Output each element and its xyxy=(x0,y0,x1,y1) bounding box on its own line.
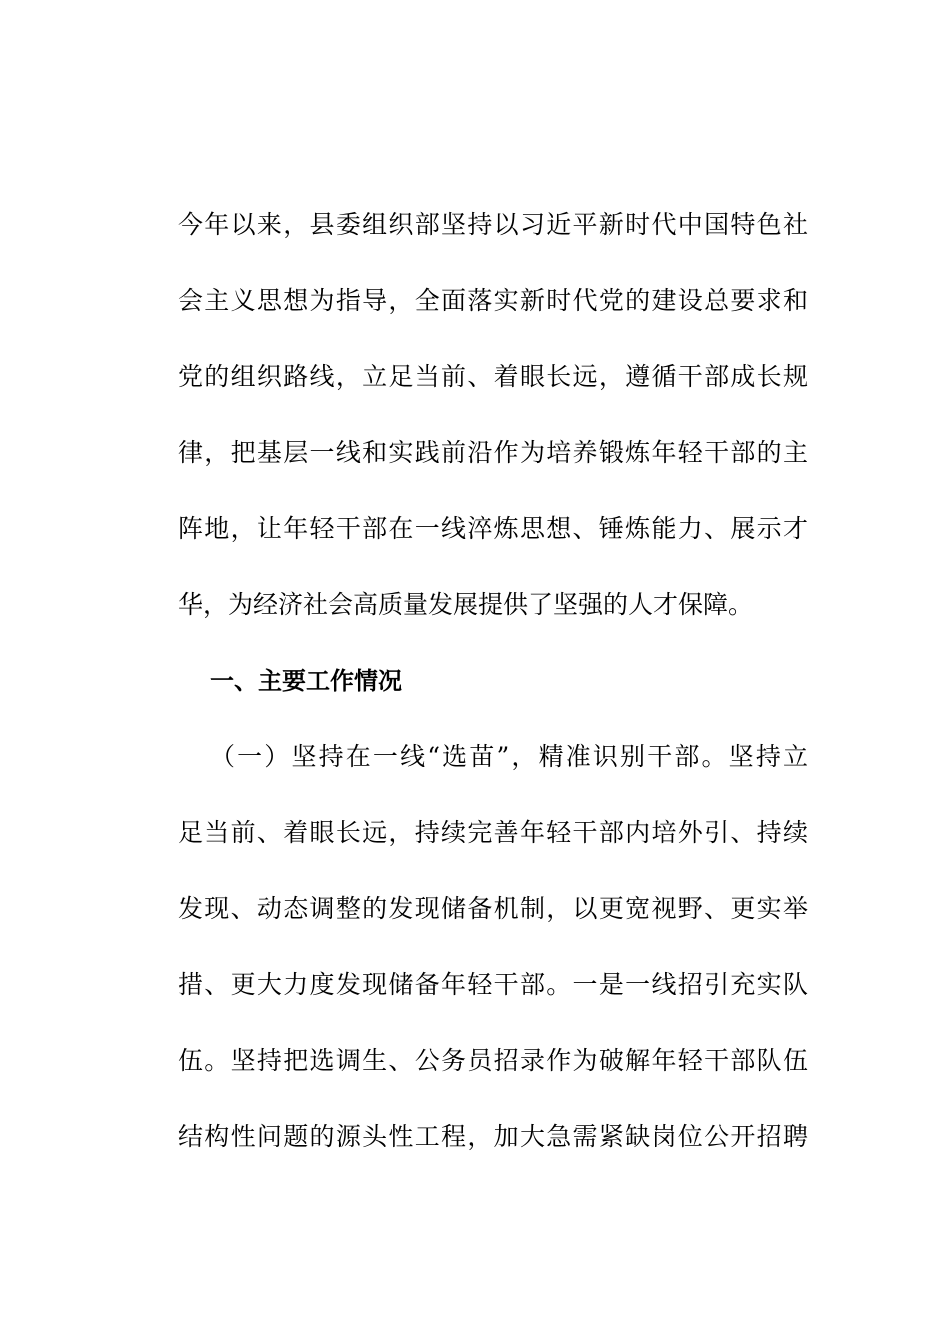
intro-line-3: 党的组织路线，立足当前、着眼长远，遵循干部成长规 xyxy=(178,362,808,391)
body-line-4: 措、更大力度发现储备年轻干部。一是一线招引充实队 xyxy=(178,970,808,999)
body-line-6: 结构性问题的源头性工程，加大急需紧缺岗位公开招聘 xyxy=(178,1122,808,1151)
body-line-5: 伍。坚持把选调生、公务员招录作为破解年轻干部队伍 xyxy=(178,1046,808,1075)
body-line-2: 足当前、着眼长远，持续完善年轻干部内培外引、持续 xyxy=(178,818,808,847)
body-line-3: 发现、动态调整的发现储备机制，以更宽视野、更实举 xyxy=(178,894,808,923)
intro-line-6: 华，为经济社会高质量发展提供了坚强的人才保障。 xyxy=(178,590,754,619)
intro-line-5: 阵地，让年轻干部在一线淬炼思想、锤炼能力、展示才 xyxy=(178,514,808,543)
intro-line-2: 会主义思想为指导，全面落实新时代党的建设总要求和 xyxy=(178,286,808,315)
body-line-1: （一）坚持在一线“选苗”，精准识别干部。坚持立 xyxy=(210,742,808,771)
section-heading: 一、主要工作情况 xyxy=(210,667,402,695)
intro-line-4: 律，把基层一线和实践前沿作为培养锻炼年轻干部的主 xyxy=(178,438,808,467)
intro-line-1: 今年以来，县委组织部坚持以习近平新时代中国特色社 xyxy=(178,210,808,239)
